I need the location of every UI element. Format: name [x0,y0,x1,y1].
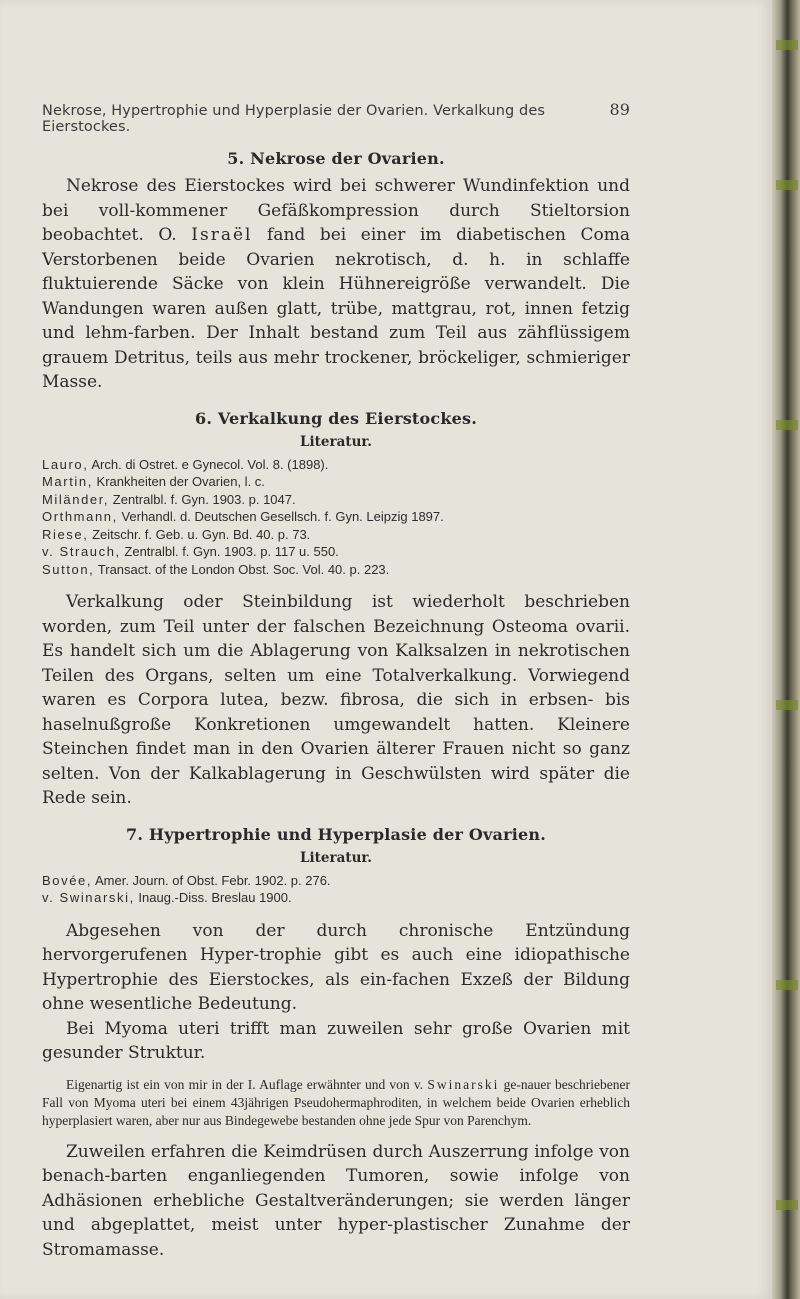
running-head [42,100,630,135]
reference-item [42,491,630,509]
author-name: Swinarski [427,1076,500,1092]
reference-text: Amer. Journ. of Obst. Febr. 1902. p. 276. [92,872,331,888]
reference-author: v. Swinarski, [42,890,135,905]
reference-list [42,872,630,907]
paragraph: Zuweilen erfahren die Keimdrüsen durch Auszerrung infolge von benach-barten enganliegenden Tumoren, sowie infolge von Adhäsionen erhebliche Gestaltveränderungen; sie werden länger und abgeplattet, meist unter hyper-plastischer Zunahme der Stromamasse. [42,1141,630,1260]
paragraph: Bei Myoma uteri trifft man zuweilen sehr große Ovarien mit gesunder Struktur. [42,1018,630,1063]
reference-text: Transact. of the London Obst. Soc. Vol. 40. p. 223. [94,561,390,577]
paragraph: Verkalkung oder Steinbildung ist wiederholt beschrieben worden, zum Teil unter der falschen Bezeichnung Osteoma ovarii. Es handelt sich um die Ablagerung von Kalksalzen in nekrotischen Teilen des Organs, selten um eine Totalverkalkung. Vorwiegend waren es Corpora lutea, bezw. fibrosa, die sich in erbsen- bis haselnußgroße Konkretionen umgewandelt hatten. Kleinere Steinchen findet man in den Ovarien älterer Frauen nicht so ganz selten. Von der Kalkablagerung in Geschwülsten wird später die Rede sein. [42,592,630,808]
edge-mark [776,40,798,50]
paragraph: Abgesehen von der durch chronische Entzündung hervorgerufenen Hyper-trophie gibt es auch eine idiopathische Hypertrophie des Eierstockes, als ein-fachen Exzeß der Bildung ohne wesentliche Bedeutung. [42,920,630,1014]
author-name: Israël [191,225,253,245]
paragraph-text: fand bei einer im diabetischen Coma Verstorbenen beide Ovarien nekrotisch, d. h. in schlaffe fluktuierende Säcke von klein Hühnereigröße verwandelt. Die Wandungen waren außen glatt, trübe, mattgrau, rot, innen fetzig und lehm-farben. Der Inhalt bestand zum Teil aus zähflüssigem grauem Detritus, teils aus mehr trockener, bröckeliger, schmieriger Masse. [42,225,631,392]
book-edge [772,0,800,1299]
page-content [42,100,630,1276]
reference-text: Zeitschr. f. Geb. u. Gyn. Bd. 40. p. 73. [88,526,311,542]
reference-item [42,508,630,526]
running-head-title: Nekrose, Hypertrophie und Hyperplasie der Ovarien. Verkalkung des Eierstockes. [42,103,546,135]
reference-author: Martin, [42,474,93,489]
section-heading: 6. Verkalkung des Eierstockes. [195,408,477,428]
reference-text: Arch. di Ostret. e Gynecol. Vol. 8. (1898). [88,456,329,472]
section-nekrose [42,149,630,395]
reference-author: Miländer, [42,491,110,507]
reference-item [42,526,630,544]
edge-mark [776,180,798,190]
reference-author: Sutton, [42,561,95,577]
section-verkalkung [42,409,630,811]
reference-author: Lauro, [42,456,89,472]
section-heading: 5. Nekrose der Ovarien. [227,149,445,168]
reference-author: Riese, [42,526,89,542]
reference-author: Orthmann, [42,509,118,524]
reference-text: Zentralbl. f. Gyn. 1903. p. 117 u. 550. [120,544,339,559]
small-print-note [42,1076,630,1130]
reference-text: Krankheiten der Ovarien, l. c. [92,474,265,489]
reference-text: Inaug.-Diss. Breslau 1900. [134,890,292,905]
reference-item [42,889,630,907]
edge-mark [776,700,798,710]
reference-author: v. Strauch, [42,544,121,559]
paragraph-text: Nekrose des Eierstockes wird bei schwerer Wundinfektion und bei voll-kommener Gefäßkompression durch Stieltorsion beobachtet. O. [42,176,630,245]
reference-item [42,543,630,561]
edge-mark [776,1200,798,1210]
reference-list [42,456,630,579]
reference-author: Bovée, [42,872,93,888]
reference-text: Verhandl. d. Deutschen Gesellsch. f. Gyn. Leipzig 1897. [117,509,444,524]
reference-item [42,456,630,474]
edge-mark [776,420,798,430]
literature-label: Literatur. [300,849,372,866]
page-number: 89 [609,100,630,119]
note-text: ge-nauer beschriebener Fall von Myoma uteri bei einem 43jährigen Pseudohermaphroditen, in welchem beide Ovarien erheblich hyperplasiert waren, aber nur aus Bindegewebe bestanden ohne jede Spur von Parenchym. [42,1076,630,1128]
reference-text: Zentralbl. f. Gyn. 1903. p. 1047. [109,491,296,507]
section-heading: 7. Hypertrophie und Hyperplasie der Ovarien. [126,824,546,844]
reference-item [42,872,630,890]
reference-item [42,561,630,579]
reference-item [42,473,630,491]
section-hypertrophie [42,825,630,1263]
literature-label: Literatur. [300,433,372,450]
paragraph [42,174,630,395]
note-text: Eigenartig ist ein von mir in der I. Auflage erwähnter und von v. [66,1076,424,1092]
edge-mark [776,980,798,990]
